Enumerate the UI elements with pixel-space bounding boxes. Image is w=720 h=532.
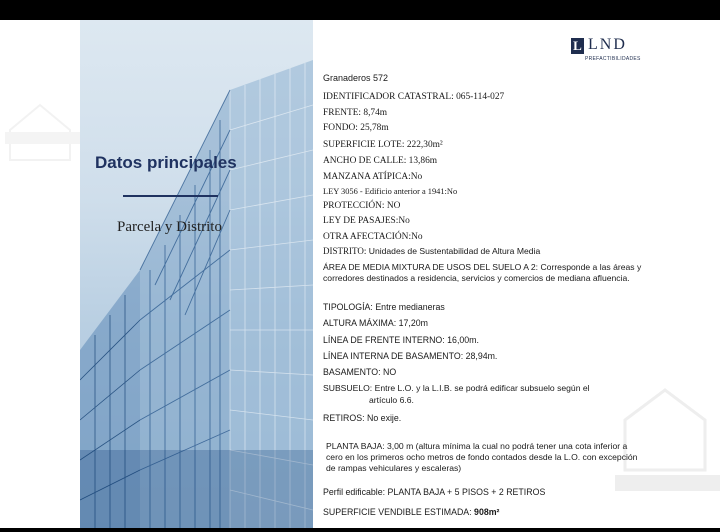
logo-subtitle: PREFACTIBILIDADES: [585, 56, 641, 62]
logo-mark: L: [571, 38, 584, 54]
linea-basamento-row: [323, 351, 497, 362]
frente-label: FRENTE:: [323, 108, 362, 118]
otra-afectacion-row: [323, 232, 423, 243]
ley-pasajes-row: [323, 216, 410, 227]
retiros-label: RETIROS:: [323, 413, 365, 423]
ley3056-value: No: [446, 187, 458, 196]
basamento-label: BASAMENTO:: [323, 367, 381, 377]
frente-value: 8,74m: [361, 108, 388, 118]
linea-basamento-value: 28,94m.: [463, 351, 498, 361]
bottom-letterbox: [0, 528, 720, 532]
subsuelo-value-line2: artículo 6.6.: [369, 395, 414, 405]
subsuelo-row-cont: [369, 395, 414, 406]
tipologia-row: [323, 302, 445, 313]
fondo-label: FONDO:: [323, 123, 358, 133]
area-media-label: ÁREA DE MEDIA MIXTURA DE USOS DEL SUELO A 2:: [323, 262, 539, 272]
otra-afectacion-value: No: [411, 232, 423, 242]
altura-maxima-row: [323, 318, 428, 329]
manzana-value: No: [410, 172, 423, 182]
catastral-label: IDENTIFICADOR CATASTRAL:: [323, 92, 454, 102]
perfil-label: Perfil edificable:: [323, 487, 386, 497]
retiros-row: [323, 413, 401, 424]
ancho-calle-label: ANCHO DE CALLE:: [323, 156, 407, 166]
slide: [0, 20, 720, 528]
superficie-lote-value: 222,30m²: [404, 140, 443, 150]
planta-baja-row: [326, 441, 644, 474]
distrito-row: [323, 246, 540, 257]
tipologia-label: TIPOLOGÍA:: [323, 302, 373, 312]
glass-building-icon: [80, 20, 313, 528]
linea-frente-row: [323, 335, 479, 346]
catastral-value: 065-114-027: [453, 92, 505, 102]
distrito-label: DISTRITO:: [323, 246, 367, 256]
subsuelo-label: SUBSUELO:: [323, 383, 373, 393]
altura-maxima-label: ALTURA MÁXIMA:: [323, 318, 397, 328]
superficie-vendible-label: SUPERFICIE VENDIBLE ESTIMADA:: [323, 507, 472, 517]
altura-maxima-value: 17,20m: [396, 318, 428, 328]
title-divider: [123, 195, 218, 197]
basamento-value: NO: [380, 367, 397, 377]
ley3056-label: LEY 3056 - Edificio anterior a 1941:: [323, 187, 447, 196]
ancho-calle-value: 13,86m: [406, 156, 438, 166]
tipologia-value: Entre medianeras: [372, 302, 445, 312]
linea-frente-value: 16,00m.: [444, 335, 479, 345]
superficie-lote-label: SUPERFICIE LOTE:: [323, 140, 405, 150]
left-margin: [0, 20, 80, 528]
proteccion-label: PROTECCIÓN:: [323, 201, 385, 211]
proteccion-value: NO: [384, 201, 401, 211]
planta-baja-value: 3,00 m (altura mínima la cual no podrá tener una cota inferior a cero en los primeros ocho metros de fondo contados desde la L.O. con excepción de rampas vehiculares y escaleras): [326, 441, 638, 473]
proteccion-row: [323, 201, 400, 212]
lnd-logo: [571, 36, 641, 66]
watermark-right-icon: [610, 380, 720, 528]
superficie-vendible-value: 908m²: [471, 507, 500, 517]
ley-pasajes-label: LEY DE PASAJES:: [323, 216, 399, 226]
manzana-label: MANZANA ATÍPICA:: [323, 172, 411, 182]
subsuelo-row: [323, 383, 590, 394]
basamento-row: [323, 367, 396, 378]
perfil-value: PLANTA BAJA + 5 PISOS + 2 RETIROS: [385, 487, 546, 497]
catastral-row: [323, 92, 504, 103]
superficie-lote-row: [323, 140, 443, 151]
linea-frente-label: LÍNEA DE FRENTE INTERNO:: [323, 335, 445, 345]
area-media-row: [323, 262, 645, 284]
otra-afectacion-label: OTRA AFECTACIÓN:: [323, 232, 412, 242]
ley-pasajes-value: No: [398, 216, 410, 226]
manzana-row: [323, 172, 422, 183]
address-line: [323, 73, 388, 84]
retiros-value: No exije.: [364, 413, 402, 423]
top-letterbox: [0, 0, 720, 20]
area-media-value: Corresponde a las áreas y corredores destinados a residencia, servicios y comercios de mediana afluencia.: [323, 262, 642, 283]
address: Granaderos 572: [323, 73, 389, 83]
logo-name: LND: [588, 36, 627, 53]
distrito-value: Unidades de Sustentabilidad de Altura Media: [366, 246, 541, 256]
ley3056-row: [323, 186, 457, 197]
linea-basamento-label: LÍNEA INTERNA DE BASAMENTO:: [323, 351, 464, 361]
frente-row: [323, 108, 387, 119]
section-title: Datos principales: [95, 153, 237, 172]
building-image: [80, 20, 313, 528]
subsuelo-value-line1: Entre L.O. y la L.I.B. se podrá edificar subsuelo según el: [372, 383, 590, 393]
watermark-left-icon: [0, 20, 80, 528]
fondo-row: [323, 123, 389, 134]
fondo-value: 25,78m: [357, 123, 389, 133]
ancho-calle-row: [323, 156, 437, 167]
perfil-row: [323, 487, 545, 498]
planta-baja-label: PLANTA BAJA:: [326, 441, 385, 451]
superficie-vendible-row: [323, 507, 499, 518]
section-subtitle: Parcela y Distrito: [117, 219, 222, 235]
